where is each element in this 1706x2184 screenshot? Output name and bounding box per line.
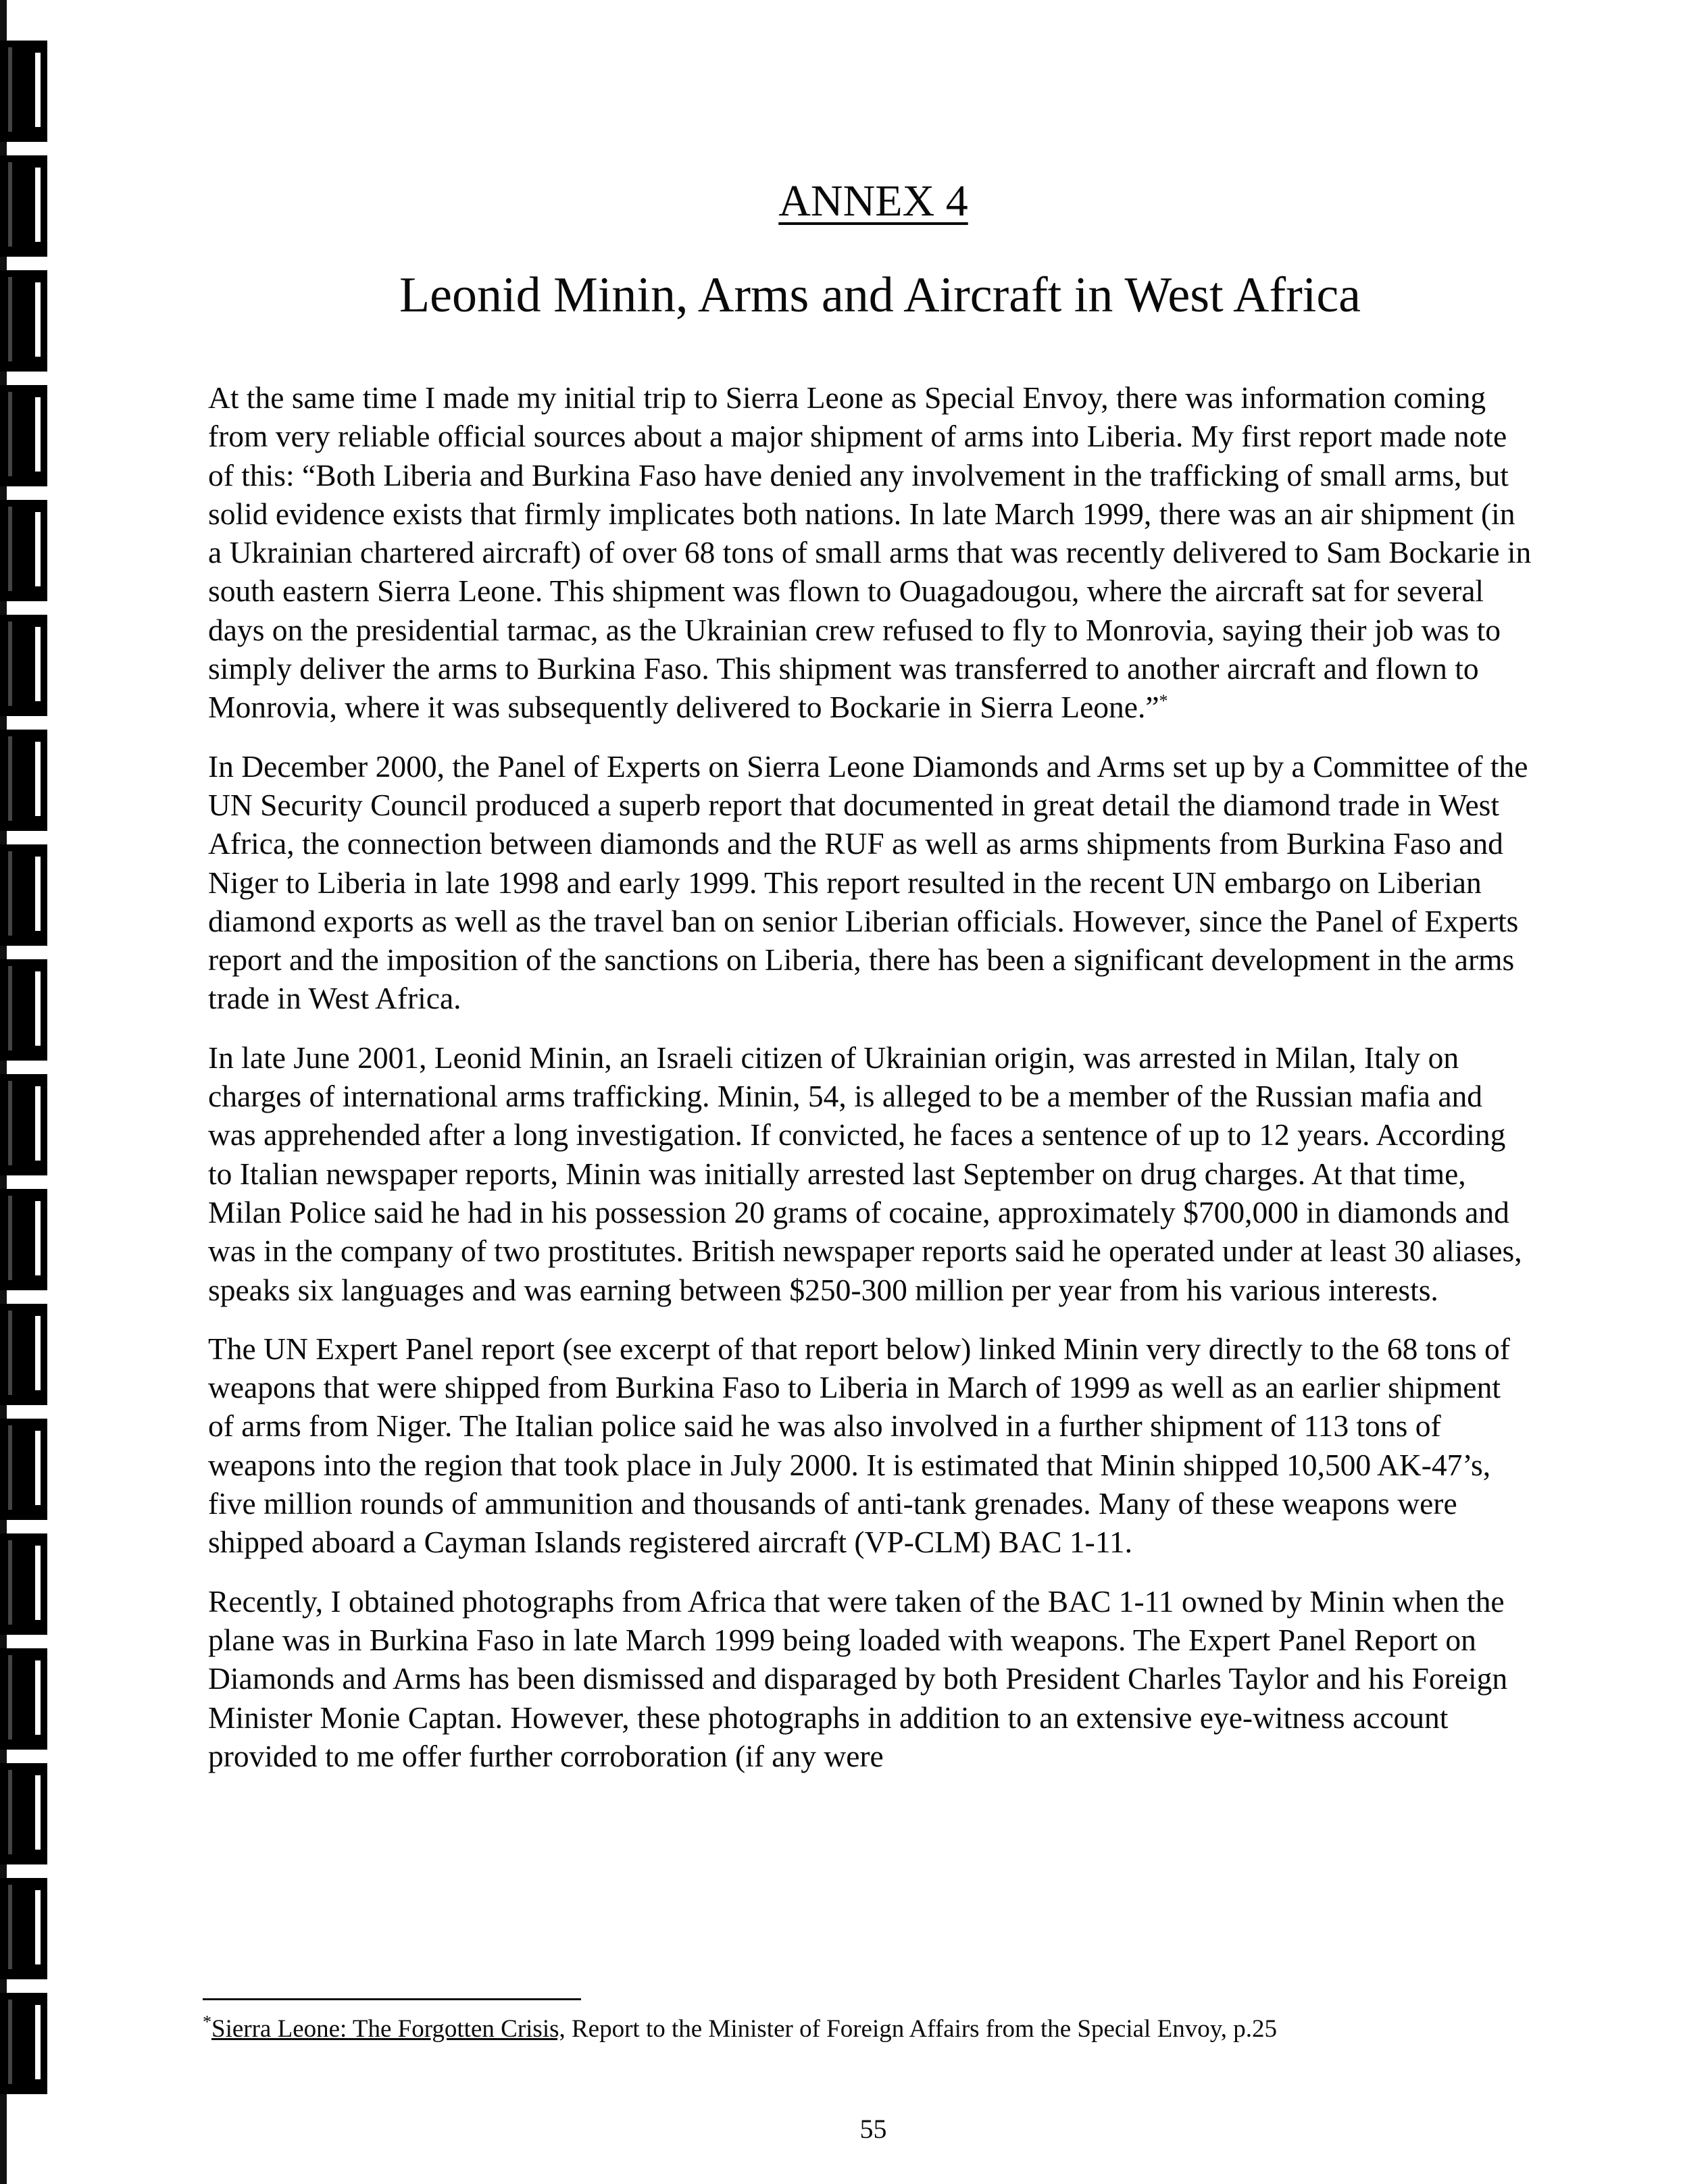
footnote [203, 2014, 1554, 2044]
binding-hole [0, 959, 47, 1061]
footnote-divider [203, 1998, 581, 2000]
binding-strip [0, 0, 74, 2184]
paragraph-text: At the same time I made my initial trip to Sierra Leone as Special Envoy, there was information coming from very reliable official sources about a major shipment of arms into Liberia. My first report made note of this: “Both Liberia and Burkina Faso have denied any involvement in the trafficking of small arms, but solid evidence exists that firmly implicates both nations. In late March 1999, there was an air shipment (in a Ukrainian chartered aircraft) of over 68 tons of small arms that was recently delivered to Sam Bockarie in south eastern Sierra Leone. This shipment was flown to Ouagadougou, where the aircraft sat for several days on the presidential tarmac, as the Ukrainian crew refused to fly to Monrovia, saying their job was to simply deliver the arms to Burkina Faso. This shipment was transferred to another aircraft and flown to Monrovia, where it was subsequently delivered to Bockarie in Sierra Leone.” [208, 380, 1532, 725]
paragraph [208, 1329, 1532, 1562]
binding-hole [0, 1533, 47, 1635]
binding-hole [0, 1419, 47, 1520]
paragraph [208, 1582, 1532, 1775]
footnote-mark: * [203, 2012, 211, 2032]
binding-hole [0, 1648, 47, 1750]
binding-hole [0, 615, 47, 716]
binding-hole [0, 1993, 47, 2094]
binding-hole [0, 1763, 47, 1864]
document-title: Leonid Minin, Arms and Aircraft in West Africa [399, 268, 1361, 323]
footnote-reference: * [1159, 691, 1168, 711]
binding-hole [0, 1878, 47, 1979]
paragraph [208, 378, 1532, 727]
paragraph-text: Recently, I obtained photographs from Africa that were taken of the BAC 1-11 owned by Minin when the plane was in Burkina Faso in late March 1999 being loaded with weapons. The Expert Panel Report on Diamonds and Arms has been dismissed and disparaged by both President Charles Taylor and his Foreign Minister Monie Captan. However, these photographs in addition to an extensive eye-witness account provided to me offer further corroboration (if any were [208, 1583, 1508, 1773]
binding-hole [0, 730, 47, 831]
binding-hole [0, 41, 47, 142]
paragraph [208, 747, 1532, 1018]
paragraph [208, 1038, 1532, 1309]
binding-hole [0, 844, 47, 946]
binding-hole [0, 385, 47, 486]
document-body [208, 378, 1532, 1796]
binding-hole [0, 500, 47, 601]
annex-heading: ANNEX 4 [778, 176, 968, 226]
binding-hole [0, 1189, 47, 1290]
footnote-source-title: Sierra Leone: The Forgotten Crisis, [211, 2015, 566, 2043]
footnote-text: Report to the Minister of Foreign Affairs from the Special Envoy, p.25 [565, 2015, 1278, 2043]
paragraph-text: The UN Expert Panel report (see excerpt of that report below) linked Minin very directly to the 68 tons of weapons that were shipped from Burkina Faso to Liberia in March of 1999 as well as an earlier shipment of arms from Niger. The Italian police said he was also involved in a further shipment of 113 tons of weapons into the region that took place in July 2000. It is estimated that Minin shipped 10,500 AK-47’s, five million rounds of ammunition and thousands of anti-tank grenades. Many of these weapons were shipped aboard a Cayman Islands registered aircraft (VP-CLM) BAC 1-11. [208, 1331, 1510, 1560]
page-number: 55 [859, 2114, 887, 2144]
paragraph-text: In late June 2001, Leonid Minin, an Israeli citizen of Ukrainian origin, was arrested in Milan, Italy on charges of international arms trafficking. Minin, 54, is alleged to be a member of the Russian mafia and was apprehended after a long investigation. If convicted, he faces a sentence of up to 12 years. According to Italian newspaper reports, Minin was initially arrested last September on drug charges. At that time, Milan Police said he had in his possession 20 grams of cocaine, approximately $700,000 in diamonds and was in the company of two prostitutes. British newspaper reports said he operated under at least 30 aliases, speaks six languages and was earning between $250-300 million per year from his various interests. [208, 1040, 1522, 1307]
binding-hole [0, 1074, 47, 1175]
paragraph-text: In December 2000, the Panel of Experts on Sierra Leone Diamonds and Arms set up by a Committee of the UN Security Council produced a superb report that documented in great detail the diamond trade in West Africa, the connection between diamonds and the RUF as well as arms shipments from Burkina Faso and Niger to Liberia in late 1998 and early 1999. This report resulted in the recent UN embargo on Liberian diamond exports as well as the travel ban on senior Liberian officials. However, since the Panel of Experts report and the imposition of the sanctions on Liberia, there has been a significant development in the arms trade in West Africa. [208, 748, 1528, 1016]
binding-hole [0, 1304, 47, 1405]
